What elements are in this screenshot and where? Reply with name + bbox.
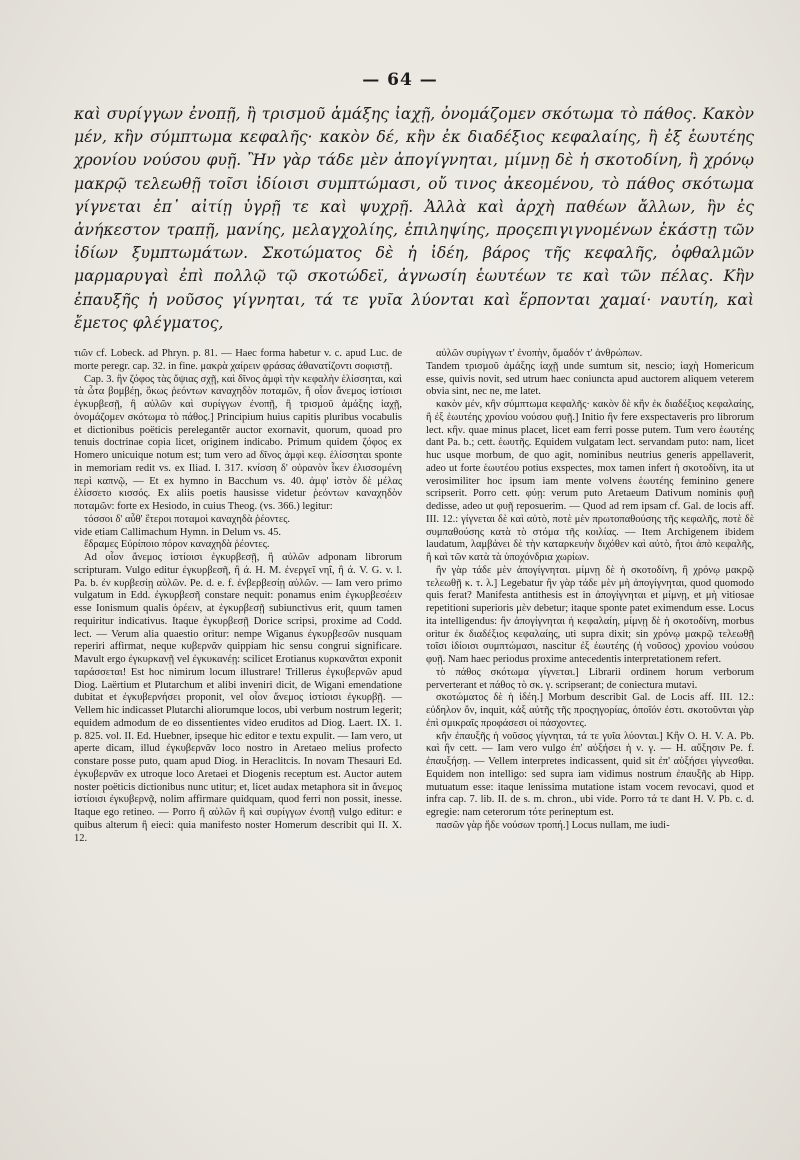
note-paragraph: σκοτώματος δὲ ἡ ἰδέη.] Morbum describit Gal. de Locis aff. III. 12.: εὐδηλον ὄν, inquit, κἀξ αὐτῆς τῆς προςηγορίας, ὁποῖόν ἐστι. σκοτοῦνται γὰρ ἐπὶ σμικραῖς προφάσεσι οἱ πάσχοντες. (426, 692, 754, 729)
note-paragraph: vide etiam Callimachum Hymn. in Delum vs. 45. (74, 526, 282, 538)
commentary-notes (74, 348, 754, 845)
note-paragraph: τιῶν cf. Lobeck. ad Phryn. p. 81. — Haec forma habetur v. c. apud Luc. de morte peregr. cap. 32. in fine. μακρὰ χαίρειν φράσας ἀθανατίζοντι σοφιστῇ. (74, 348, 402, 372)
notes-column-right (426, 348, 754, 845)
note-paragraph: κἢν ἐπαυξῆς ἡ νοῦσος γίγνηται, τά τε γυῖα λύονται.] Κἢν O. H. V. A. Pb. καὶ ἢν cett. — Iam vero vulgo ἐπ' αὐξήσει ἡ ν. γ. — H. αὔξησιν Pe. f. ἐπαυξήσῃ. — Vellem interpretes indicassent, quid sit ἐπ' αὐξήσει γίγνεσθαι. Equidem non intelligo: sed supra iam vidimus nostrum ἐπαυξῆς ab Hipp. mutuatum esse: itaque lenissima mutatione istam vocem revocavi, quod et infra cap. 7. lib. II. de s. m. chron., ubi vide. Porro τά τε dant H. V. Pb. c. d. egregie: nam ceterorum τότε perineptum est. (426, 730, 754, 818)
note-paragraph: τὸ πάθος σκότωμα γίγνεται.] Librarii ordinem horum verborum perverterant et πάθος τὸ σκ. γ. scripserant; de coniectura mutavi. (426, 666, 754, 691)
note-quote: αὐλῶν συρίγγων τ' ἐνοπὴν, ὅμαδόν τ' ἀνθρώπων. (436, 348, 643, 359)
main-greek-text (74, 103, 754, 335)
note-paragraph: Ad οἷον ἄνεμος ἱστίοισι ἐγκυρβεσῇ, ἢ αὐλῶν adponam librorum scripturam. Vulgo editur ἐγκυρβεσῆ, ἢ ά. H. M. ἐνεργεῖ νηΐ, ἢ ά. V. G. v. l. Pa. b. ἐν κυρβεσίῃ αὐλῶν. Pe. d. e. f. ἐνβερβεσίῃ αὐλῶν. — Iam vero primo vulgatum in Edd. ἐγκυρβεσῆ constare nequit: ponamus enim ἐγκυρβεσέειν esse Ionismum qualis ὁρέειν, at ἐγκυρβεσῇ subiunctivus erit, quum tamen requiritur indicativus. Itaque ἐγκυρβεσῇ Dorice scripsi, proxime ad Codd. lect. — Verum alia quaestio oritur: nempe Wiganus ἐγκυρβεσῶν nusquam reperiri affirmat, neque κυβερνᾶν quippiam hic sensu congrui significare. Mavult ergo ἐγκυρκανῇ vel ἐγκυκανέῃ: scilicet Erotianus κυρκανᾶται exponit ταράσσεται! Est hoc nimirum locum illustrare! Trillerus ἐγκυβερνῶν apud Diog. Laërtium et Plutarchum et alibi inveniri dicit, de Wigani emendatione dubitat et ἐγκυβερνήσει proponit, vel οἷον ἄνεμος ἱστίοισι ἐγκυρβῇ. — Vellem hic indicasset Plutarchi aliorumque locos, ubi verbum nostrum legerit; equidem admodum de eo dissentientes video eruditos ad Diog. Laert. IX. 1. p. 825. vol. II. Ed. Huebner, ipseque hic editor e textu expulit. — Iam vero, ut aperte dicam, illud ἐγκυβερνᾶν loco nostro in Aretaeo melius profecto constare posse puto, quam apud Diog. in Heraclitcis. In novam Thesauri Ed. ἐγκυβερνᾶν ex utroque loco Aretaei et Diogenis receptum est. Auctor autem noster poëticis dictionibus nunc utitur; et, licet audax metaphora sit in ἄνεμος ἱστίοισι ἐγκυβερνᾷ, nolim affirmare quidquam, quod ferri non possit, inesse. Itaque ego retineo. — Porro ἢ αὐλῶν ἢ καὶ συρίγγων ἐνοπῇ vulgo editur: e quibus alterum ἢ eieci: quia manifesto noster Homerum describit qui II. X. 12. (74, 552, 402, 844)
note-quote: ἔδραμες Εὐρίποιο πόρον καναχηδὰ ῥέοντες. (84, 539, 270, 551)
note-quote: τόσσοι δ' αὖθ' ἕτεροι ποταμοὶ καναχηδὰ ῥέοντες. (84, 513, 291, 525)
notes-column-left (74, 348, 402, 845)
note-paragraph: Tandem τρισμοῦ ἁμάξης ἰαχῇ unde sumtum sit, nescio; ἰαχὴ Homericum esse, quivis novit, sed utrum haec coniuncta apud auctorem aliquem veterem obvia sint, nec ne, me latet. (426, 360, 754, 398)
note-paragraph: πασῶν γὰρ ἥδε νούσων τροπή.] Locus nullam, me iudi- (436, 819, 670, 831)
note-paragraph: Cap. 3. ἢν ζόφος τὰς ὄψιας σχῇ, καὶ δῖνος ἀμφὶ τὴν κεφαλὴν ἑλίσσηται, καὶ τὰ ὦτα βομβέῃ, ὅκως ῥεόντων καναχηδὸν ποταμῶν, ἢ οἷον ἄνεμος ἱστίοισι ἐγκυρβεσῇ, ἢ αὐλῶν καὶ συρίγγων ἐνοπῇ, ἢ τρισμοῦ ἁμάξης ἰαχῇ, ὀνομάζομεν σκότωμα τὸ πάθος.] Principium huius capitis pluribus vocabulis et dictionibus poëticis perelegantēr auctor exornavit, quorum, quoad pro tenuis doctrinae copia licet, originem indicabo. Primum quidem ζόφος ex Homero unicuique notum est; tum vero ad δῖνος ἀμφὶ κεφ. ἑλίσσηται sponte in memoriam redit vs. ex Iliad. I. 317. κνίσση δ' οὐρανὸν ἷκεν ἑλισσομένη περὶ καπνῷ, — Et ex hymno in Bacchum vs. 40. ἀμφ' ἱστὸν δὲ μέλας ἑλίσσετο κισσός. Ex aliis poetis hausisse videtur ῥεόντων καναχηδὸν ποταμῶν: forte ex Hesiodo, in cuius Theog. (vs. 366.) legitur: (74, 373, 402, 512)
note-paragraph: ἢν γὰρ τάδε μὲν ἀπογίγνηται. μίμνῃ δὲ ἡ σκοτοδίνη, ἢ χρόνῳ μακρῷ τελεωθῇ κ. τ. λ.] Legebatur ἢν γὰρ τάδε μὲν μὴ ἀπογίγνηται, quod quomodo quis ferat? Manifesta antithesis est in ἀπογίγνηται et μίμνῃ, et μὴ vitiosae repetitioni superioris μὲν debetur; itaque sponte patet eximendum esse. Locus ita intelligendus: ἢν ἀπογίγνηται ἡ κεφαλαίη, μίμνῃ δὲ ἡ σκοτοδίνη, morbus oritur ἐκ διαδέξιος κεφαλαίης, uti supra dixit; sin χρόνῳ μακρῷ τελεωθῇ τοῖσι ἰδίοισι συμπτώμασι, nascitur ἐξ ἑωυτέης (ἡ νοῦσος) χρονίου νούσου φυῇ. Nam haec periodus proxime antecedentis interpretationem refert. (426, 564, 754, 665)
page-number: — 64 — (362, 70, 438, 90)
note-paragraph: κακὸν μέν, κἢν σύμπτωμα κεφαλῆς· κακὸν δὲ κἢν ἐκ διαδέξιος κεφαλαίης, ἢ ἐξ ἑωυτέης χρονίου νούσου φυῇ.] Initio ἢν fere exspectaveris pro librorum lect. κἢν. quae minus placet, licet eam ferri posse putem. Tum vero ἑωυτέης dant Pa. b.; cett. ἑωυτῆς. Equidem vulgatam lect. servandam puto: nam, licet huc usque morbum, de quo agit, nominibus neutrius generis appellaverit, adeo ut forte ἑωυτέου potius exspectes, mox tamen infert ἡ σκοτοδίνη, ita ut verosimiliter hoc ipsum iam mente volvens ἑωυτέης feminino genere scripserit. Porro cett. φύῃ: verum puto Aretaeum Dativum nominis φυῇ dedisse, adeo ut φυῇ reposuerim. — Quod ad rem ipsam cf. Gal. de locis aff. III. 12.: γίγνεται δὲ καὶ αὐτὸ, ποτὲ μὲν πρωτοπαθούσης τῆς κεφαλῆς, ποτὲ δὲ συμπαθούσης κατὰ τὸ στόμα τῆς κοιλίας. — Item Archigenem ibidem laudatum, λαμβάνει δὲ τὴν καταρκευὴν διχόθεν καὶ αὐτὸ, ἤτοι ἀπὸ κεφαλῆς, ἢ καὶ τῶν κατὰ τὰ ὑποχόνδρια χωρίων. (426, 399, 754, 563)
main-paragraph: καὶ συρίγγων ἐνοπῇ, ἢ τρισμοῦ ἁμάξης ἰαχῇ, ὀνομάζομεν σκότωμα τὸ πάθος. Κακὸν μέν, κἢν σύμπτωμα κεφαλῆς· κακὸν δέ, κἢν ἐκ διαδέξιος κεφαλαίης, ἢ ἐξ ἑωυτέης χρονίου νούσου φυῇ. Ἢν γὰρ τάδε μὲν ἀπογίγνηται, μίμνῃ δὲ ἡ σκοτοδίνη, ἢ χρόνῳ μακρῷ τελεωθῇ τοῖσι ἰδίοισι συμπτώμασι, οὔ τινος ἀκεομένου, τὸ πάθος σκότωμα γίγνεται ἐπ᾽ αἰτίῃ ὑγρῇ τε καὶ ψυχρῇ. Ἀλλὰ καὶ ἀρχὴ παθέων ἄλλων, ἢν ἐς ἀνήκεστον τραπῇ, μανίης, μελαγχολίης, ἐπιληψίης, προςεπιγιγνομένων ἑκάστῃ τῶν ἰδίων ξυμπτωμάτων. Σκοτώματος δὲ ἡ ἰδέη, βάρος τῆς κεφαλῆς, ὀφθαλμῶν μαρμαρυγαὶ ἐπὶ πολλῷ τῷ σκοτώδεϊ, ἀγνωσίη ἑωυτέων τε καὶ τῶν πέλας. Κἢν ἐπαυξῆς ἡ νοῦσος γίγνηται, τά τε γυῖα λύονται καὶ ἕρπονται χαμαί· ναυτίη, καὶ ἔμετος φλέγματος, (74, 105, 754, 332)
